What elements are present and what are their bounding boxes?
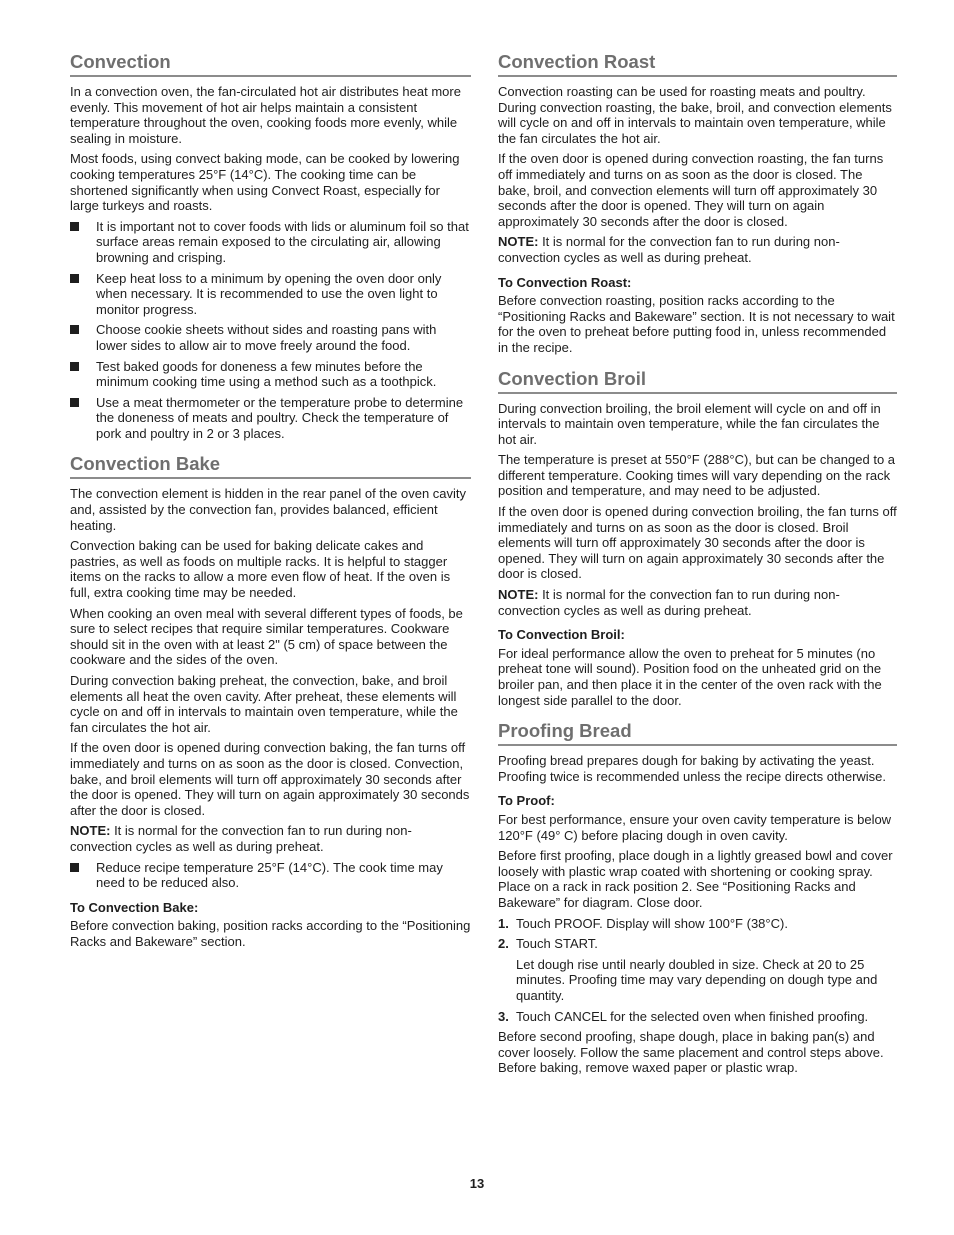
bullet-item: Use a meat thermometer or the temperature probe to determine the doneness of meats and poultry. Check the temperature of pork and poultry in 2 or 3 places.	[70, 395, 471, 442]
paragraph: The convection element is hidden in the rear panel of the oven cavity and, assisted by the convection fan, provides balanced, efficient heating.	[70, 486, 467, 533]
step-item: 1. Touch PROOF. Display will show 100°F (38°C).	[498, 915, 788, 931]
heading-convection-bake: Convection Bake	[70, 453, 471, 479]
note-label: NOTE:	[498, 587, 539, 603]
subheading-to-convection-broil: To Convection Broil:	[498, 627, 625, 643]
step-number: 3.	[498, 1008, 509, 1024]
heading-convection-roast: Convection Roast	[498, 51, 897, 77]
bullet-list	[70, 860, 471, 891]
paragraph: If the oven door is opened during convection roasting, the fan turns off immediately and turns on as soon as the door is closed. The bake, broil, and convection elements will turn off approximately 30 seconds after the door is opened. They will turn on again approximately 30 seconds after the door is closed.	[498, 151, 884, 229]
paragraph: For best performance, ensure your oven cavity temperature is below 120°F (49° C) before placing dough in oven cavity.	[498, 811, 892, 843]
step-number: 1.	[498, 915, 509, 931]
step-detail: Let dough rise until nearly doubled in size. Check at 20 to 25 minutes. Proofing time may vary depending on dough type and quantity.	[516, 956, 878, 1003]
paragraph: For ideal performance allow the oven to preheat for 5 minutes (no preheat tone will sound). Position food on the unheated grid on the broiler pan, and then place it in the center of the oven rack with the longest side parallel to the door.	[498, 645, 882, 708]
paragraph: During convection baking preheat, the convection, bake, and broil elements all heat the oven cavity. After preheat, these elements will cycle on and off in intervals to maintain oven temperature, while the fan circulates the hot air.	[70, 673, 458, 735]
square-bullet-icon	[70, 274, 79, 283]
step-item: 2. Touch START. Let dough rise until nearly doubled in size. Check at 20 to 25 minutes. Proofing time may vary depending on dough type and quantity.	[498, 936, 897, 1003]
paragraph: In a convection oven, the fan-circulated hot air distributes heat more evenly. This movement of hot air helps maintain a consistent temperature throughout the oven, cooking foods more evenly, while sealing in moisture.	[70, 84, 461, 146]
note: NOTE: It is normal for the convection fan to run during non-convection cycles as well as during preheat.	[70, 823, 412, 854]
left-column	[70, 51, 471, 962]
paragraph: Convection baking can be used for baking delicate cakes and pastries, as well as foods on multiple racks. It is helpful to stagger items on the racks to allow a more even flow of heat. If the oven is full, extra cooking time may be needed.	[70, 538, 451, 601]
paragraph: The temperature is preset at 550°F (288°C), but can be changed to a different temperature. Cooking times will vary depending on the rack position and temperature, and may need to be adjusted.	[498, 452, 896, 499]
subheading-to-convection-roast: To Convection Roast:	[498, 274, 632, 290]
step-number: 2.	[498, 936, 509, 952]
paragraph: Convection roasting can be used for roasting meats and poultry. During convection roasting, the bake, broil, and convection elements will cycle on and off in intervals to maintain oven temperature, while the fan circulates the hot air.	[498, 84, 892, 146]
section-proofing-bread	[498, 720, 897, 1076]
note: NOTE: It is normal for the convection fan to run during non-convection cycles as well as during preheat.	[498, 234, 840, 265]
section-convection-bake	[70, 453, 471, 949]
square-bullet-icon	[70, 222, 79, 231]
paragraph: Most foods, using convect baking mode, can be cooked by lowering cooking temperatures 25°F (14°C). The cooking time can be shortened significantly when using Convect Roast, especially for large turkeys and roasts.	[70, 151, 460, 214]
bullet-item: Reduce recipe temperature 25°F (14°C). The cook time may need to be reduced also.	[70, 860, 471, 891]
square-bullet-icon	[70, 863, 79, 872]
paragraph: During convection broiling, the broil element will cycle on and off in intervals to maintain oven temperature, while the fan circulates the hot air.	[498, 400, 881, 447]
bullet-item: Keep heat loss to a minimum by opening the oven door only when necessary. It is recommended to use the oven light to monitor progress.	[70, 271, 471, 318]
square-bullet-icon	[70, 362, 79, 371]
bullet-item: It is important not to cover foods with lids or aluminum foil so that surface areas remain exposed to the circulating air, allowing browning and crisping.	[70, 219, 471, 266]
subheading-to-proof: To Proof:	[498, 793, 555, 809]
right-column	[498, 51, 897, 1088]
section-convection	[70, 51, 471, 441]
section-convection-broil	[498, 368, 897, 709]
note: NOTE: It is normal for the convection fan to run during non-convection cycles as well as during preheat.	[498, 587, 840, 618]
heading-convection-broil: Convection Broil	[498, 368, 897, 394]
subheading-to-convection-bake: To Convection Bake:	[70, 899, 199, 915]
step-list	[498, 916, 897, 1025]
paragraph: When cooking an oven meal with several different types of foods, be sure to select recipes that require similar temperatures. Cookware should sit in the oven with at least 2" (5 cm) of space between the cookware and the sides of the oven.	[70, 605, 463, 668]
paragraph: Before first proofing, place dough in a lightly greased bowl and cover loosely with plastic wrap coated with shortening or cooking spray. Place on a rack in rack position 2. See “Positioning Racks and Bakeware” for diagram. Close door.	[498, 848, 893, 910]
paragraph: Before convection baking, position racks according to the “Positioning Racks and Bakeware” section.	[70, 918, 471, 949]
bullet-list	[70, 219, 471, 442]
square-bullet-icon	[70, 398, 79, 407]
paragraph: Proofing bread prepares dough for baking by activating the yeast. Proofing twice is recommended unless the recipe directs otherwise.	[498, 753, 887, 784]
step-item: 3. Touch CANCEL for the selected oven when finished proofing.	[498, 1008, 869, 1024]
heading-convection: Convection	[70, 51, 471, 77]
note-label: NOTE:	[498, 234, 539, 250]
paragraph: If the oven door is opened during convection broiling, the fan turns off immediately and turns on as soon as the door is closed. Broil elements will turn off approximately 30 seconds after the door is opened. They will turn on again approximately 30 seconds after the door is closed.	[498, 504, 897, 582]
section-convection-roast	[498, 51, 897, 356]
paragraph: If the oven door is opened during convection baking, the fan turns off immediately and turns on as soon as the door is closed. Convection, bake, and broil elements will turn off approximately 30 seconds after the door is opened. They will turn on again approximately 30 seconds after the door is closed.	[70, 740, 470, 818]
bullet-item: Choose cookie sheets without sides and roasting pans with lower sides to allow air to move freely around the food.	[70, 322, 471, 353]
square-bullet-icon	[70, 325, 79, 334]
bullet-item: Test baked goods for doneness a few minutes before the minimum cooking time using a method such as a toothpick.	[70, 359, 471, 390]
paragraph: Before second proofing, shape dough, place in baking pan(s) and cover loosely. Follow the same placement and control steps above. Before baking, remove waxed paper or plastic wrap.	[498, 1029, 884, 1076]
heading-proofing-bread: Proofing Bread	[498, 720, 897, 746]
note-label: NOTE:	[70, 823, 111, 839]
page-number: 13	[469, 1176, 485, 1191]
paragraph: Before convection roasting, position racks according to the “Positioning Racks and Bakeware” section. It is not necessary to wait for the oven to preheat before putting food in, unless recommended in the recipe.	[498, 293, 895, 355]
